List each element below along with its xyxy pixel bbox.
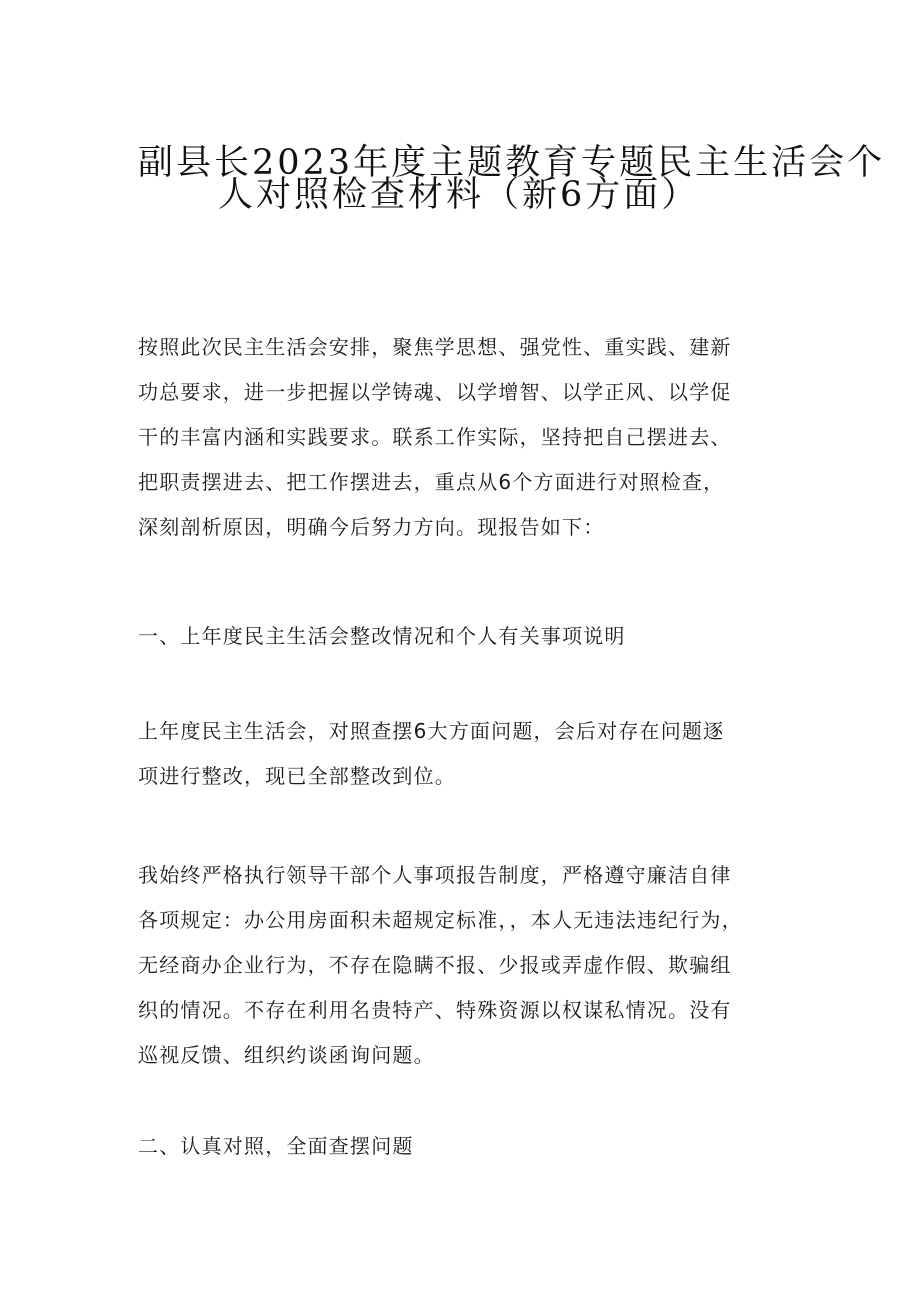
intro-line: 深刻剖析原因，明确今后努力方向。现报告如下： bbox=[138, 515, 605, 539]
section-1-paragraph-1 bbox=[138, 709, 798, 799]
paragraph-line: 无经商办企业行为，不存在隐瞒不报、少报或弄虚作假、欺骗组 bbox=[138, 953, 732, 977]
section-1-paragraph-2 bbox=[138, 853, 798, 1078]
intro-line: 把职责摆进去、把工作摆进去，重点从6个方面进行对照检查， bbox=[138, 470, 725, 494]
paragraph-line: 各项规定：办公用房面积未超规定标准，，本人无违法违纪行为， bbox=[138, 908, 743, 932]
paragraph-line: 项进行整改，现已全部整改到位。 bbox=[138, 764, 456, 788]
paragraph-line: 我始终严格执行领导干部个人事项报告制度，严格遵守廉洁自律 bbox=[138, 863, 732, 887]
intro-line: 干的丰富内涵和实践要求。联系工作实际，坚持把自己摆进去、 bbox=[138, 425, 732, 449]
section-2-heading: 二、认真对照，全面查摆问题 bbox=[138, 1134, 414, 1158]
intro-line: 功总要求，进一步把握以学铸魂、以学增智、以学正风、以学促 bbox=[138, 380, 732, 404]
document-title-line-2: 人对照检查材料（新6方面） bbox=[218, 175, 700, 215]
intro-line: 按照此次民主生活会安排，聚焦学思想、强党性、重实践、建新 bbox=[138, 335, 732, 359]
paragraph-line: 上年度民主生活会，对照查摆6大方面问题，会后对存在问题逐 bbox=[138, 719, 725, 743]
section-1-heading: 一、上年度民主生活会整改情况和个人有关事项说明 bbox=[138, 624, 626, 648]
paragraph-line: 织的情况。不存在利用名贵特产、特殊资源以权谋私情况。没有 bbox=[138, 998, 732, 1022]
intro-paragraph bbox=[138, 325, 798, 550]
paragraph-line: 巡视反馈、组织约谈函询问题。 bbox=[138, 1043, 435, 1067]
document-title-line-1: 副县长2023年度主题教育专题民主生活会个 bbox=[138, 143, 886, 183]
